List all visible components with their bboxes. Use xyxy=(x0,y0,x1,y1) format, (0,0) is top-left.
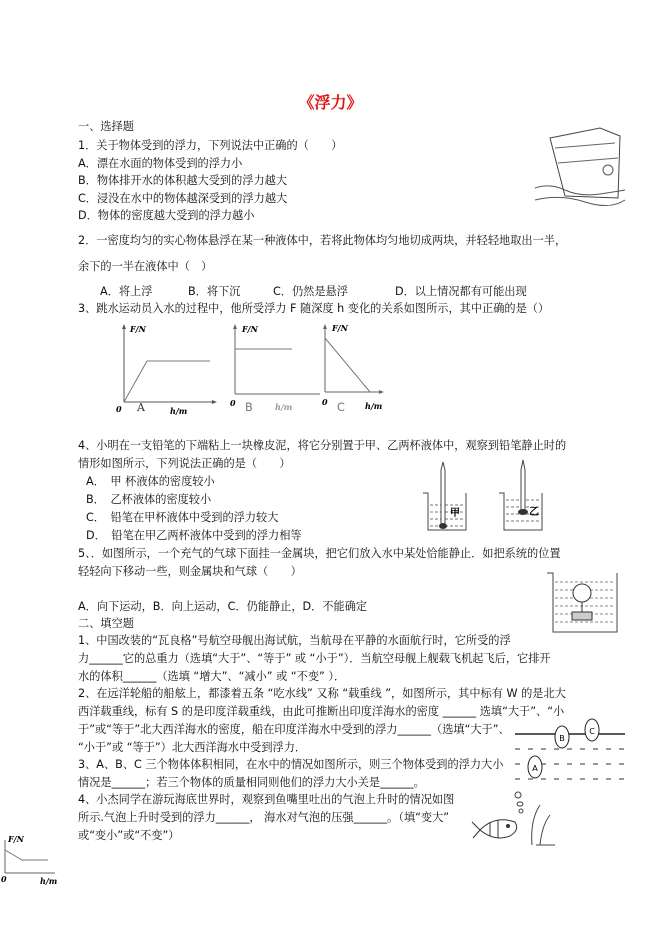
f2-line: “小于”或 “等于”）北大西洋海水中受到浮力． xyxy=(78,741,307,754)
f4-line: 所示.气泡上升时受到的浮力______， 海水对气泡的压强______。（填“变大” xyxy=(78,811,450,824)
q2-option: D．以上情况都有可能出现 xyxy=(395,285,527,298)
q4-option: A． 甲 杯液体的密度较小 xyxy=(86,475,215,488)
origin-label: 0 xyxy=(1,874,7,884)
graph-a-caption: A xyxy=(137,401,145,414)
balloon-beaker-figure xyxy=(545,570,620,635)
floating-balls-figure xyxy=(515,722,625,792)
q1-option: C．浸没在水中的物体越深受到的浮力越大 xyxy=(78,192,288,205)
y-axis-label: F/N xyxy=(130,324,146,334)
page-title: 《浮力》 xyxy=(298,93,363,112)
q5-stem: 5、．如图所示，一个充气的气球下面挂一金属块，把它们放入水中某处恰能静止．如把系统的位置 xyxy=(78,547,561,560)
graph-b-caption: B xyxy=(245,401,253,414)
f1-line: 力______它的总重力（选填“大于”、“等于” 或 “小于”）．当航空母舰上舰载飞机起飞后，它排开 xyxy=(78,652,551,665)
x-axis-label: h/m xyxy=(275,402,293,412)
q1-option: B．物体排开水的体积越大受到的浮力越大 xyxy=(78,174,288,187)
fish-bubbles-figure xyxy=(470,790,560,850)
q4-option: D． 铅笔在甲乙两杯液体中受到的浮力相等 xyxy=(86,529,302,542)
cup-label-yi: 乙 xyxy=(529,507,539,518)
q2-stem: 余下的一半在液体中（ ） xyxy=(78,260,213,273)
q3-stem: 3、跳水运动员入水的过程中，他所受浮力 F 随深度 h 变化的关系如图所示，其中正确的是（） xyxy=(78,302,550,315)
x-axis-label: h/m xyxy=(365,401,383,411)
graph-a xyxy=(110,322,220,417)
q4-stem: 4、小明在一支铅笔的下端粘上一块橡皮泥，将它分别置于甲、乙两杯液体中，观察到铅笔静止时的 xyxy=(78,439,567,452)
q4-stem: 情形如图所示，下列说法正确的是（ ） xyxy=(78,457,291,470)
f2-line: 西洋载重线，标有 S 的是印度洋载重线，由此可推断出印度洋海水的密度 ______ 选填“大于”、“小 xyxy=(78,705,565,718)
f2-line: 于”或“等于”北大西洋海水的密度，船在印度洋海水中受到的浮力______（选填“大于”、 xyxy=(78,723,510,736)
ball-label-c: C xyxy=(589,727,595,736)
q2-option: C．仍然是悬浮 xyxy=(273,285,348,298)
q2-option: A．将上浮 xyxy=(100,285,153,298)
section-heading-fill: 二、填空题 xyxy=(78,617,134,630)
ball-label-a: A xyxy=(532,764,538,773)
graph-c-caption: C xyxy=(337,401,345,414)
y-axis-label: F/N xyxy=(8,834,24,844)
f1-line: 水的体积______（选填 “增大”、“减小” 或 “不变” ）． xyxy=(78,670,346,683)
q5-options: A．向下运动，B．向上运动，C．仍能静止，D．不能确定 xyxy=(78,600,368,613)
small-force-graph xyxy=(0,834,60,886)
ship-illustration xyxy=(530,128,625,208)
origin-label: 0 xyxy=(230,398,236,408)
q2-stem: 2．一密度均匀的实心物体悬浮在某一种液体中，若将此物体均匀地切成两块，并轻轻地取出一半， xyxy=(78,234,567,247)
f2-line: 2、在远洋轮船的船舷上，都漆着五条 “吃水线” 又称 “载重线 ”，如图所示，其中标有 W 的是北大 xyxy=(78,687,566,700)
y-axis-label: F/N xyxy=(242,324,258,334)
origin-label: 0 xyxy=(322,397,328,407)
x-axis-label: h/m xyxy=(170,406,188,416)
origin-label: 0 xyxy=(116,404,122,414)
x-axis-label: h/m xyxy=(40,876,58,886)
q5-stem: 轻轻向下移动一些，则金属块和气球（ ） xyxy=(78,565,302,578)
cup-label-jia: 甲 xyxy=(450,508,460,519)
q1-stem: 1．关于物体受到的浮力，下列说法中正确的（ ） xyxy=(78,139,343,152)
ball-label-b: B xyxy=(559,734,565,743)
f3-line: 3、A、B、C 三个物体体积相同，在水中的情况如图所示，则三个物体受到的浮力大小 xyxy=(78,758,504,771)
section-heading-choice: 一、选择题 xyxy=(78,120,134,133)
y-axis-label: F/N xyxy=(332,323,348,333)
beakers-figure xyxy=(420,460,550,535)
f3-line: 情况是______；若三个物体的质量相同则他们的浮力大小关是______。 xyxy=(78,776,425,789)
q1-option: D．物体的密度越大受到的浮力越小 xyxy=(78,209,255,222)
f4-line: 或“变小”或“不变”） xyxy=(78,829,180,842)
q4-option: C． 铅笔在甲杯液体中受到的浮力较大 xyxy=(86,511,279,524)
q1-option: A．漂在水面的物体受到的浮力小 xyxy=(78,157,243,170)
q4-option: B． 乙杯液体的密度较小 xyxy=(86,493,212,506)
q2-option: B．将下沉 xyxy=(188,285,241,298)
f4-line: 4、小杰同学在游玩海底世界时，观察到鱼嘴里吐出的气泡上升时的情况如图 xyxy=(78,793,455,806)
f1-line: 1、中国改装的“瓦良格”号航空母舰出海试航，当航母在平静的水面航行时，它所受的浮 xyxy=(78,634,511,647)
